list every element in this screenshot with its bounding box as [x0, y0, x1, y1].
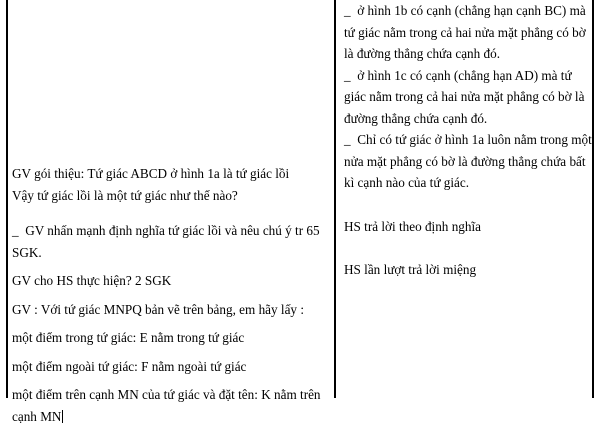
text-cursor [62, 410, 63, 423]
paragraph-left-2: Vậy tứ giác lồi là một tứ giác như thế nào? [12, 187, 238, 203]
spacer [344, 237, 592, 259]
right-column-content [344, 0, 596, 281]
paragraph-left-3: _ GV nhấn mạnh định nghĩa tứ giác lồi và nêu chú ý tr 65 SGK. [12, 223, 323, 260]
spacer [12, 320, 330, 327]
spacer [12, 377, 330, 384]
paragraph-right-2: _ ở hình 1c có cạnh (chẳng hạn AD) mà tứ giác nằm trong cả hai nửa mặt phẳng có bờ là đường thẳng chứa cạnh đó. [344, 67, 588, 126]
table-cell-left [6, 0, 336, 424]
spacer [12, 292, 330, 299]
spacer [344, 194, 592, 216]
spacer [12, 349, 330, 356]
spacer [12, 206, 330, 220]
paragraph-right-5: HS lần lượt trả lời miệng [344, 262, 477, 278]
paragraph-left-6: một điểm trong tứ giác: E nằm trong tứ giác [12, 330, 245, 346]
paragraph-right-1: _ ở hình 1b có cạnh (chẳng hạn cạnh BC) mà tứ giác nằm trong cả hai nửa mặt phẳng có bờ là đường thẳng chứa cạnh đó. [344, 3, 590, 62]
paragraph-left-7: một điểm ngoài tứ giác: F nằm ngoài tứ giác [12, 358, 247, 374]
table-cell-right [336, 0, 594, 398]
paragraph-left-4: GV cho HS thực hiện? 2 SGK [12, 273, 172, 289]
paragraph-left-8-text: một điểm trên cạnh MN của tứ giác và đặt tên: K nằm trên cạnh MN [12, 387, 324, 424]
left-column-content [12, 163, 330, 427]
paragraph-left-8 [12, 384, 330, 427]
paragraph-left-5: GV : Với tứ giác MNPQ bản vẽ trên bảng, em hãy lấy : [12, 301, 304, 317]
two-column-table [6, 0, 596, 424]
paragraph-right-4: HS trả lời theo định nghĩa [344, 218, 482, 234]
paragraph-right-3: _ Chỉ có tứ giác ở hình 1a luôn nằm trong một nửa mặt phẳng có bờ là đường thẳng chứa bất kì cạnh nào của tứ giác. [344, 132, 596, 191]
paragraph-left-1: GV gói thiệu: Tứ giác ABCD ở hình 1a là tứ giác lồi [12, 166, 290, 181]
spacer [12, 263, 330, 270]
